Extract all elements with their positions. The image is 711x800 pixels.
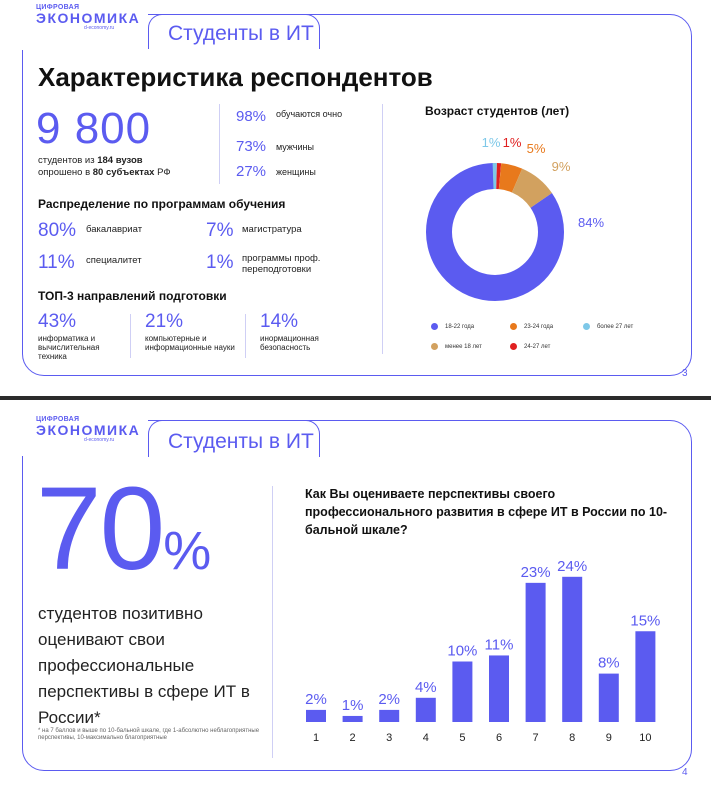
bar-data-label: 15%	[630, 612, 661, 630]
desc-mid: опрошено в	[38, 167, 93, 178]
slide-title: Студенты в ИТ	[168, 430, 314, 453]
program-label: бакалавриат	[86, 224, 143, 235]
bar-data-label: 8%	[597, 654, 620, 672]
logo-top-text: ЦИФРОВАЯ	[36, 416, 80, 423]
x-tick-label: 10	[639, 732, 652, 744]
page-number: 4	[682, 767, 688, 778]
logo-url-text: d-economy.ru	[84, 437, 115, 443]
directions-title: ТОП-3 направлений подготовки	[38, 289, 227, 303]
legend-item	[583, 323, 633, 330]
legend-dot	[583, 323, 590, 330]
legend-dot	[510, 323, 517, 330]
bar-data-label: 10%	[447, 642, 478, 660]
stat-label: женщины	[276, 167, 316, 177]
logo-main-text: ЭКОНОМИКА	[36, 10, 141, 26]
direction-pct: 14%	[260, 311, 299, 332]
program-pct: 80%	[38, 220, 77, 241]
legend-item	[510, 323, 553, 330]
x-tick-label: 1	[312, 732, 320, 744]
legend-item	[431, 343, 482, 350]
program-pct: 7%	[206, 220, 234, 241]
x-tick-label: 3	[386, 732, 393, 744]
age-chart-title: Возраст студентов (лет)	[425, 104, 570, 118]
stat-label: мужчины	[276, 142, 314, 152]
x-tick-label: 6	[495, 732, 503, 744]
desc-bold-regions: 80 субъектах	[92, 167, 155, 178]
program-label: специалитет	[86, 255, 142, 266]
legend-label: более 27 лет	[597, 323, 634, 330]
legend-label: 24-27 лет	[524, 343, 551, 350]
program-pct: 11%	[38, 252, 75, 273]
logo-main-text: ЭКОНОМИКА	[36, 422, 141, 438]
stat-label: обучаются очно	[276, 109, 343, 119]
bar-data-label: 11%	[484, 636, 514, 654]
x-tick-label: 8	[569, 732, 576, 744]
legend-label: 18-22 года	[445, 323, 475, 330]
big-percent	[36, 463, 212, 610]
stat-pct: 73%	[236, 138, 267, 155]
x-tick-label: 4	[422, 732, 429, 744]
bar-data-label: 4%	[414, 678, 437, 696]
desc-bold-universities: 184 вузов	[97, 155, 143, 166]
direction-label: информатика и вычислительная техника	[38, 334, 100, 361]
divider	[272, 486, 273, 758]
program-label: программы проф. переподготовки	[242, 253, 321, 275]
desc-pre: студентов из	[38, 155, 98, 166]
stat-pct: 98%	[236, 108, 267, 125]
desc-post: РФ	[154, 167, 171, 178]
page-number: 3	[682, 368, 688, 379]
bar-data-label: 23%	[520, 563, 551, 581]
donut-data-label: 84%	[577, 215, 605, 230]
x-tick-label: 5	[459, 732, 466, 744]
direction-label: компьютерные и информационные науки	[145, 334, 235, 352]
legend-label: 23-24 года	[524, 323, 554, 330]
x-tick-label: 2	[349, 732, 356, 744]
donut-data-label: 5%	[526, 141, 546, 156]
legend-label: менее 18 лет	[445, 343, 482, 350]
legend-dot	[431, 343, 438, 350]
legend-item	[510, 343, 550, 350]
big-percent-unit: %	[163, 521, 212, 581]
question-title: Как Вы оцениваете перспективы своего профессионального развития в сфере ИТ в России по 10-бальной шкале?	[305, 487, 668, 537]
logo-url-text: d-economy.ru	[84, 25, 115, 31]
program-label: магистратура	[242, 224, 302, 235]
page-heading: Характеристика респондентов	[38, 62, 433, 92]
direction-pct: 43%	[38, 311, 77, 332]
stat-pct: 27%	[236, 163, 267, 180]
programs-title: Распределение по программам обучения	[38, 197, 286, 211]
legend-dot	[510, 343, 517, 350]
donut-data-label: 9%	[551, 159, 571, 174]
positive-statement: студентов позитивно оценивают свои профессиональные перспективы в сфере ИТ в России*	[38, 604, 250, 727]
x-tick-label: 9	[605, 732, 612, 744]
slide-title: Студенты в ИТ	[168, 22, 314, 45]
footnote: * на 7 баллов и выше по 10-бальной шкале, где 1-абсолютно неблагоприятные перспективы, 10-максимально благоприятные	[38, 728, 260, 741]
program-pct: 1%	[206, 252, 234, 273]
bar-data-label: 24%	[557, 557, 588, 575]
respondents-count: 9 800	[36, 104, 152, 153]
direction-label: инормационная безопасность	[260, 334, 319, 352]
legend-dot	[431, 323, 438, 330]
x-tick-label: 7	[532, 732, 539, 744]
bar-data-label: 2%	[378, 690, 401, 708]
legend-item	[431, 323, 474, 330]
donut-data-label: 1%	[502, 135, 522, 150]
logo	[36, 416, 140, 443]
bar-data-label: 1%	[341, 696, 364, 714]
direction-pct: 21%	[145, 311, 184, 332]
logo-top-text: ЦИФРОВАЯ	[36, 4, 80, 11]
big-percent-value: 70	[36, 463, 164, 595]
donut-data-label: 1%	[481, 135, 501, 150]
bar-data-label: 2%	[305, 690, 327, 708]
